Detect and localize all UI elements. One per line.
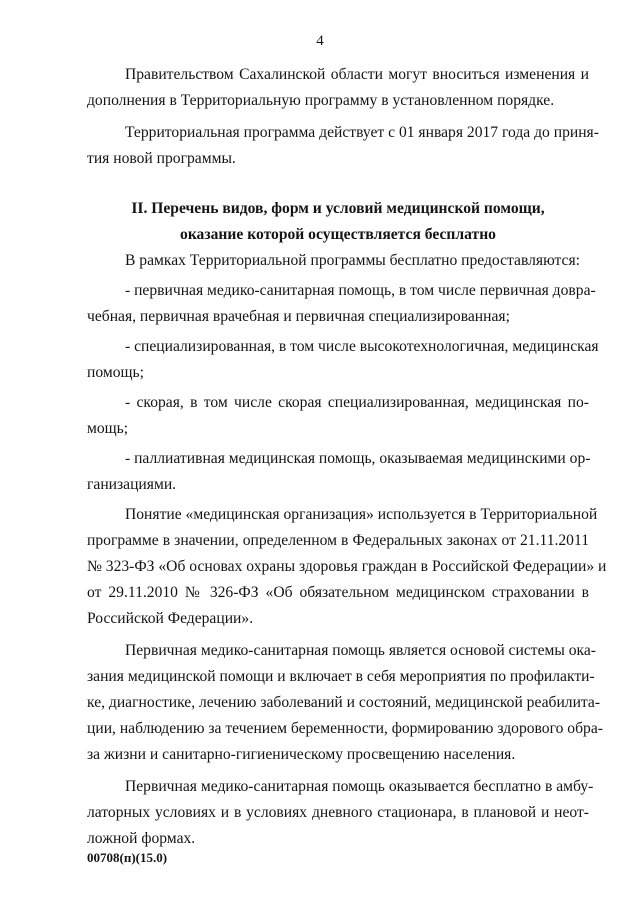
text-line: программе в значении, определенном в Федеральных законах от 21.11.2011 [87, 532, 589, 549]
text-line: № 323-ФЗ «Об основах охраны здоровья граждан в Российской Федерации» и [87, 558, 607, 575]
text-line: - паллиативная медицинская помощь, оказываемая медицинскими ор- [125, 450, 591, 467]
list-item [87, 334, 599, 386]
text-line: Понятие «медицинская организация» используется в Территориальной [125, 506, 598, 523]
text-line: зания медицинской помощи и включает в себя мероприятия по профилакти- [87, 668, 595, 685]
text-line: ции, наблюдению за течением беременности, формированию здорового обра- [87, 720, 603, 737]
text-line: - специализированная, в том числе высокотехнологичная, медицинская [125, 338, 599, 355]
document-body [87, 62, 607, 852]
text-line: тия новой программы. [87, 150, 236, 167]
list-item [87, 446, 589, 498]
text-line: - скорая, в том числе скорая специализированная, медицинская по- [125, 394, 589, 411]
heading-line: II. Перечень видов, форм и условий медицинской помощи, [131, 200, 545, 217]
text-line: Первичная медико-санитарная помощь оказывается бесплатно в амбу- [125, 778, 594, 795]
page-number: 4 [316, 33, 324, 49]
text-line: помощь; [87, 364, 144, 381]
text-line: от 29.11.2010 № 326-ФЗ «Об обязательном медицинском страховании в [87, 584, 589, 601]
text-line: чебная, первичная врачебная и первичная специализированная; [87, 308, 510, 325]
text-line: дополнения в Территориальную программу в установленном порядке. [87, 92, 555, 109]
paragraph-primary-care-provision [87, 774, 594, 852]
list-item [87, 278, 596, 330]
text-line: латорных условиях и в условиях дневного стационара, в плановой и неот- [87, 804, 589, 821]
text-line: ганизациями. [87, 476, 177, 493]
paragraph-program-validity [87, 120, 599, 172]
list-item [87, 390, 589, 442]
text-line: мощь; [87, 420, 129, 437]
paragraph-primary-care [87, 638, 603, 768]
text-line: Российской Федерации». [87, 610, 254, 627]
text-line: Правительством Сахалинской области могут вноситься изменения и [125, 66, 589, 83]
paragraph-intro [87, 248, 589, 274]
heading-line: оказание которой осуществляется бесплатно [180, 226, 496, 243]
paragraph-government-amendments [87, 62, 589, 114]
section-heading [87, 196, 589, 248]
text-line: В рамках Территориальной программы бесплатно предоставляются: [125, 252, 580, 269]
text-line: Территориальная программа действует с 01 января 2017 года до приня- [125, 124, 599, 141]
text-line: за жизни и санитарно-гигиеническому просвещению населения. [87, 746, 516, 763]
text-line: ложной формах. [87, 830, 196, 847]
text-line: ке, диагностике, лечению заболеваний и состояний, медицинской реабилита- [87, 694, 601, 711]
text-line: - первичная медико-санитарная помощь, в том числе первичная довра- [125, 282, 596, 299]
document-code: 00708(п)(15.0) [87, 850, 168, 865]
text-line: Первичная медико-санитарная помощь является основой системы ока- [125, 642, 596, 659]
paragraph-definition [87, 502, 607, 632]
